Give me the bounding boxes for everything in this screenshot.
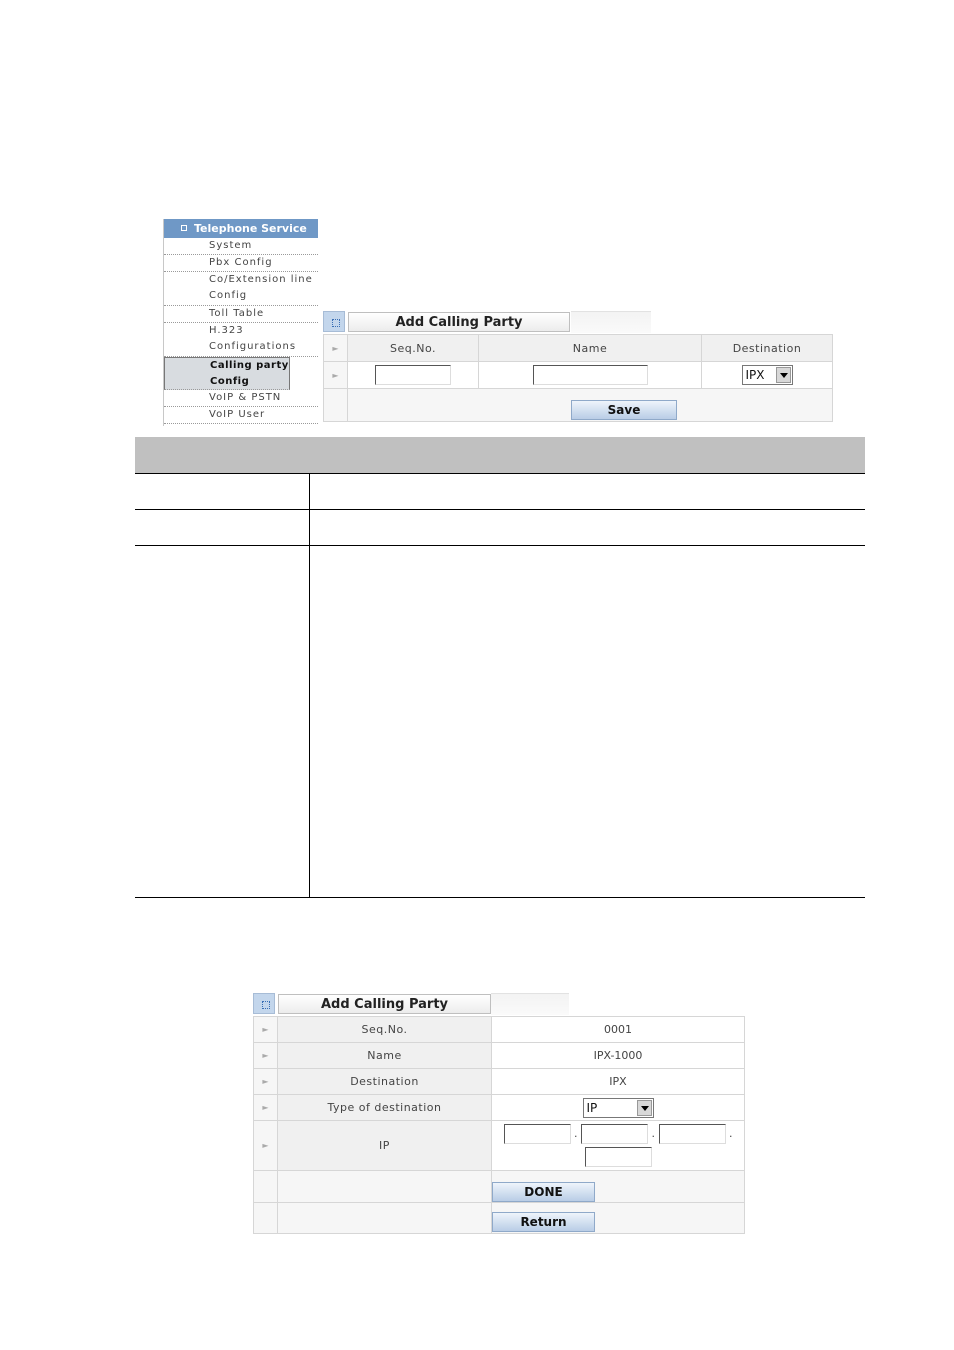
- ip-separator: .: [729, 1127, 733, 1140]
- type-of-destination-cell: [492, 1095, 745, 1121]
- return-row: [492, 1203, 745, 1234]
- column-header-destination: Destination: [702, 335, 833, 362]
- row-arrow-icon: ►: [254, 1121, 278, 1171]
- sidebar-item-calling-party-config[interactable]: [164, 357, 290, 390]
- row-spacer: [254, 1171, 278, 1203]
- ip-octet-4-input[interactable]: [585, 1147, 652, 1167]
- column-header-seq: Seq.No.: [348, 335, 479, 362]
- add-calling-party-panel: [323, 311, 833, 422]
- sidebar-item-voip-pstn[interactable]: [164, 390, 318, 407]
- seq-value: 0001: [492, 1017, 745, 1043]
- description-row-divider: [135, 545, 865, 546]
- sidebar-item-label: Toll Table: [209, 308, 265, 319]
- ip-label: IP: [278, 1121, 492, 1171]
- seq-input[interactable]: [375, 365, 451, 385]
- row-arrow-icon: ►: [254, 1043, 278, 1069]
- type-of-destination-label: Type of destination: [278, 1095, 492, 1121]
- ip-cell: [492, 1121, 745, 1171]
- description-table-header: [135, 437, 865, 473]
- sidebar-header[interactable]: [164, 219, 318, 238]
- row-spacer: [278, 1171, 492, 1203]
- chevron-down-icon: [637, 1100, 652, 1116]
- sidebar-item-voip-user[interactable]: [164, 407, 318, 424]
- row-spacer: [324, 389, 348, 422]
- save-row: [348, 389, 833, 422]
- sidebar-item-toll-table[interactable]: [164, 306, 318, 323]
- save-button[interactable]: Save: [571, 400, 677, 420]
- sidebar-item-label: Co/Extension line: [209, 274, 313, 285]
- description-row-divider: [135, 473, 865, 474]
- sidebar-item-label: H.323: [209, 325, 244, 336]
- seq-cell: [348, 362, 479, 389]
- type-of-destination-select[interactable]: [583, 1098, 654, 1118]
- panel-tab-decoration: [491, 993, 569, 1015]
- sidebar-item-pbx-config[interactable]: [164, 255, 318, 272]
- ip-octet-2-input[interactable]: [581, 1124, 648, 1144]
- done-button[interactable]: DONE: [492, 1182, 595, 1202]
- row-spacer: [254, 1203, 278, 1234]
- type-select-value: IP: [586, 1100, 598, 1115]
- sidebar-header-label: Telephone Service: [194, 222, 307, 235]
- destination-cell: [702, 362, 833, 389]
- add-calling-party-detail-panel: [253, 993, 745, 1234]
- return-button[interactable]: Return: [492, 1212, 595, 1232]
- sidebar-item-h323-configurations[interactable]: [164, 323, 318, 357]
- seq-label: Seq.No.: [278, 1017, 492, 1043]
- sidebar-item-label: Calling party: [210, 360, 289, 371]
- panel-tab-decoration: [571, 311, 651, 333]
- sidebar-item-label: VoIP & PSTN: [209, 392, 282, 403]
- row-arrow-icon: ►: [324, 362, 348, 389]
- sidebar-item-label: VoIP User: [209, 409, 266, 420]
- name-value: IPX-1000: [492, 1043, 745, 1069]
- sidebar-menu: [163, 219, 318, 426]
- row-arrow-icon: ►: [254, 1069, 278, 1095]
- ip-separator: .: [651, 1127, 655, 1140]
- sidebar-item-system[interactable]: [164, 238, 318, 255]
- description-row-divider: [135, 509, 865, 510]
- panel-icon: [323, 311, 345, 332]
- sidebar-item-label-2: Config: [209, 290, 248, 301]
- calling-party-detail-table: [253, 1016, 745, 1234]
- row-arrow-icon: ►: [324, 335, 348, 362]
- ip-octet-1-input[interactable]: [504, 1124, 571, 1144]
- ip-octet-3-input[interactable]: [659, 1124, 726, 1144]
- description-column-divider: [309, 473, 310, 898]
- row-spacer: [278, 1203, 492, 1234]
- column-header-name: Name: [479, 335, 702, 362]
- bullet-icon: [181, 225, 187, 231]
- sidebar-item-co-extension-line-config[interactable]: [164, 272, 318, 306]
- destination-select-value: IPX: [745, 368, 765, 382]
- panel-icon: [253, 993, 275, 1014]
- row-arrow-icon: ►: [254, 1017, 278, 1043]
- name-cell: [479, 362, 702, 389]
- chevron-down-icon: [776, 367, 791, 383]
- calling-party-table: [323, 334, 833, 422]
- sidebar-item-label: Pbx Config: [209, 257, 273, 268]
- destination-label: Destination: [278, 1069, 492, 1095]
- ip-separator: .: [574, 1127, 578, 1140]
- name-input[interactable]: [533, 365, 648, 385]
- panel-title: Add Calling Party: [278, 994, 491, 1014]
- sidebar-item-label: System: [209, 240, 253, 251]
- row-arrow-icon: ►: [254, 1095, 278, 1121]
- description-table-bottom: [135, 897, 865, 898]
- destination-select[interactable]: [742, 365, 793, 385]
- destination-value: IPX: [492, 1069, 745, 1095]
- panel-title: Add Calling Party: [348, 312, 570, 332]
- name-label: Name: [278, 1043, 492, 1069]
- sidebar-item-label-2: Configurations: [209, 341, 297, 352]
- sidebar-item-label-2: Config: [210, 376, 250, 387]
- done-row: [492, 1171, 745, 1203]
